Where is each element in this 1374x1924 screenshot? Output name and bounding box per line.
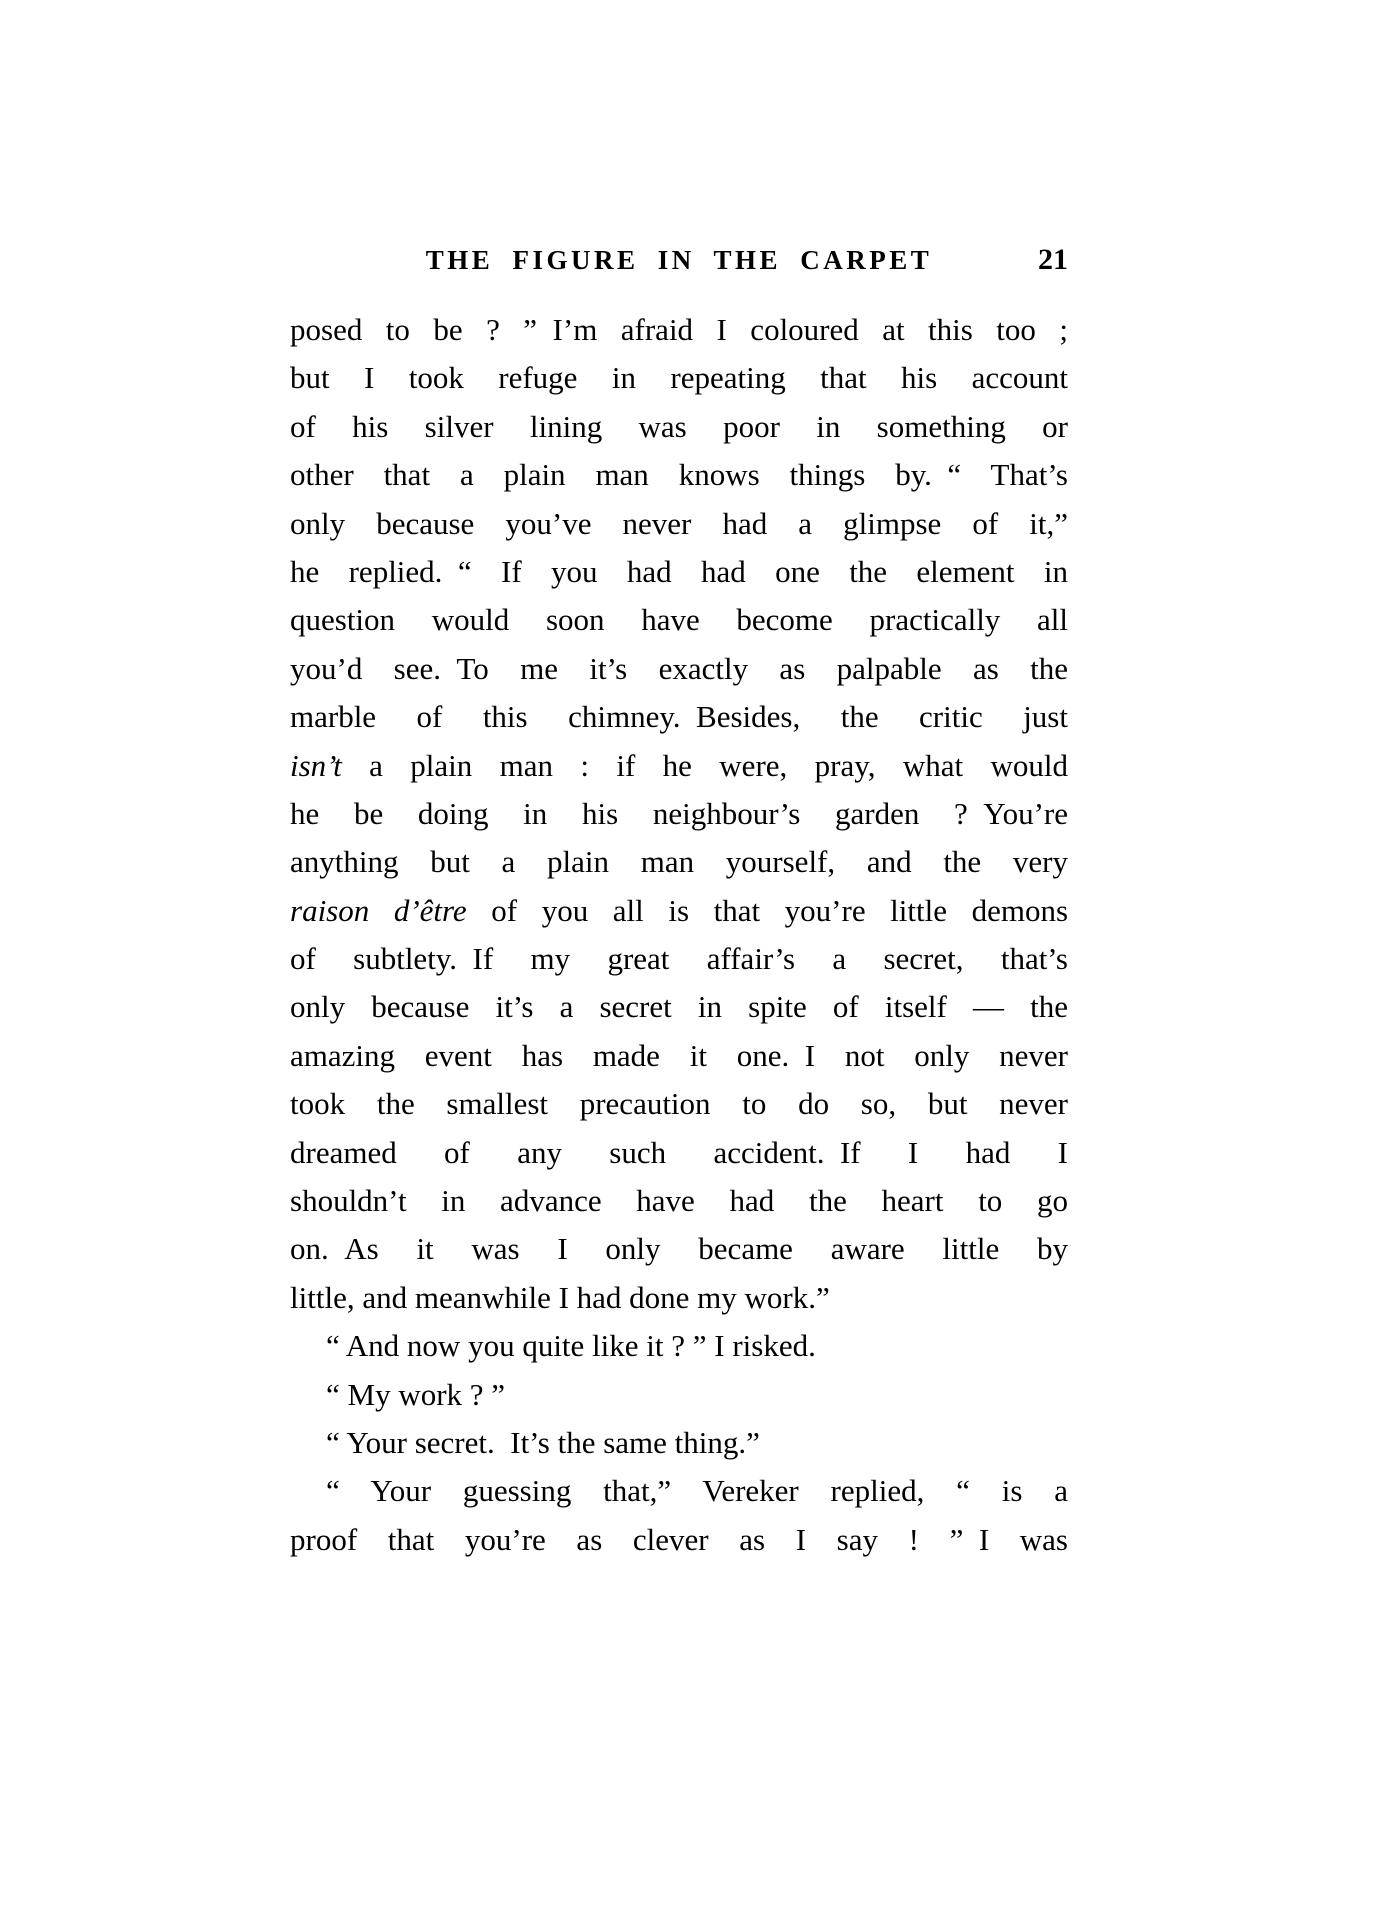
text-line xyxy=(290,1322,1068,1370)
text-line xyxy=(290,887,1068,935)
text-segment: question would soon have become practically all xyxy=(290,602,1068,638)
text-segment: “ And now you quite like it ? ” I risked. xyxy=(326,1328,816,1364)
text-segment: only because you’ve never had a glimpse of it,” xyxy=(290,505,1068,541)
text-line xyxy=(290,1225,1068,1273)
text-line xyxy=(290,354,1068,402)
text-segment: dreamed of any such accident. If I had I xyxy=(290,1134,1068,1170)
text-line xyxy=(290,693,1068,741)
text-line xyxy=(290,451,1068,499)
text-segment: proof that you’re as clever as I say ! ” I was xyxy=(290,1521,1068,1557)
text-segment: posed to be ? ” I’m afraid I coloured at this too ; xyxy=(290,312,1068,347)
text-segment: “ Your guessing that,” Vereker replied, “ is a xyxy=(326,1473,1068,1509)
text-segment: on. As it was I only became aware little by xyxy=(290,1231,1068,1267)
text-segment: took the smallest precaution to do so, but never xyxy=(290,1086,1068,1122)
text-line xyxy=(290,838,1068,886)
text-line xyxy=(290,403,1068,451)
text-segment: “ Your secret. It’s the same thing.” xyxy=(326,1424,760,1460)
text-line xyxy=(290,645,1068,693)
text-line xyxy=(290,306,1068,354)
italic-text: isn’t xyxy=(290,747,342,783)
text-segment: “ My work ? ” xyxy=(326,1376,506,1412)
text-segment: only because it’s a secret in spite of itself — the xyxy=(290,989,1068,1025)
text-line xyxy=(290,1080,1068,1128)
text-segment: shouldn’t in advance have had the heart to go xyxy=(290,1183,1068,1219)
italic-text: raison d’être xyxy=(290,892,467,928)
text-line xyxy=(290,548,1068,596)
text-line xyxy=(290,983,1068,1031)
text-segment: of subtlety. If my great affair’s a secret, that’s xyxy=(290,941,1068,977)
text-line xyxy=(290,500,1068,548)
text-line xyxy=(290,1467,1068,1515)
text-segment: other that a plain man knows things by. “ That’s xyxy=(290,457,1068,493)
text-segment: but I took refuge in repeating that his account xyxy=(290,360,1068,396)
body-text xyxy=(290,306,1068,1564)
text-segment: of you all is that you’re little demons xyxy=(466,892,1069,928)
running-header-title: THE FIGURE IN THE CARPET xyxy=(425,245,933,275)
text-line xyxy=(290,1419,1068,1467)
text-line xyxy=(290,1129,1068,1177)
text-segment: a plain man : if he were, pray, what would xyxy=(341,747,1068,783)
running-header xyxy=(290,243,1068,283)
text-line xyxy=(290,1032,1068,1080)
text-line xyxy=(290,1274,1068,1322)
text-line xyxy=(290,1371,1068,1419)
text-segment: little, and meanwhile I had done my work.” xyxy=(290,1279,830,1315)
text-line xyxy=(290,596,1068,644)
text-segment: of his silver lining was poor in something or xyxy=(290,408,1068,444)
text-line xyxy=(290,935,1068,983)
text-line xyxy=(290,742,1068,790)
text-segment: anything but a plain man yourself, and the very xyxy=(290,844,1068,880)
text-segment: amazing event has made it one. I not only never xyxy=(290,1037,1068,1073)
text-line xyxy=(290,1177,1068,1225)
text-segment: you’d see. To me it’s exactly as palpable as the xyxy=(290,650,1068,686)
text-segment: he be doing in his neighbour’s garden ? You’re xyxy=(290,795,1068,831)
text-line xyxy=(290,1516,1068,1564)
text-segment: marble of this chimney. Besides, the critic just xyxy=(290,699,1068,735)
text-line xyxy=(290,790,1068,838)
page-number: 21 xyxy=(1038,243,1068,276)
text-segment: he replied. “ If you had had one the element in xyxy=(290,553,1068,589)
